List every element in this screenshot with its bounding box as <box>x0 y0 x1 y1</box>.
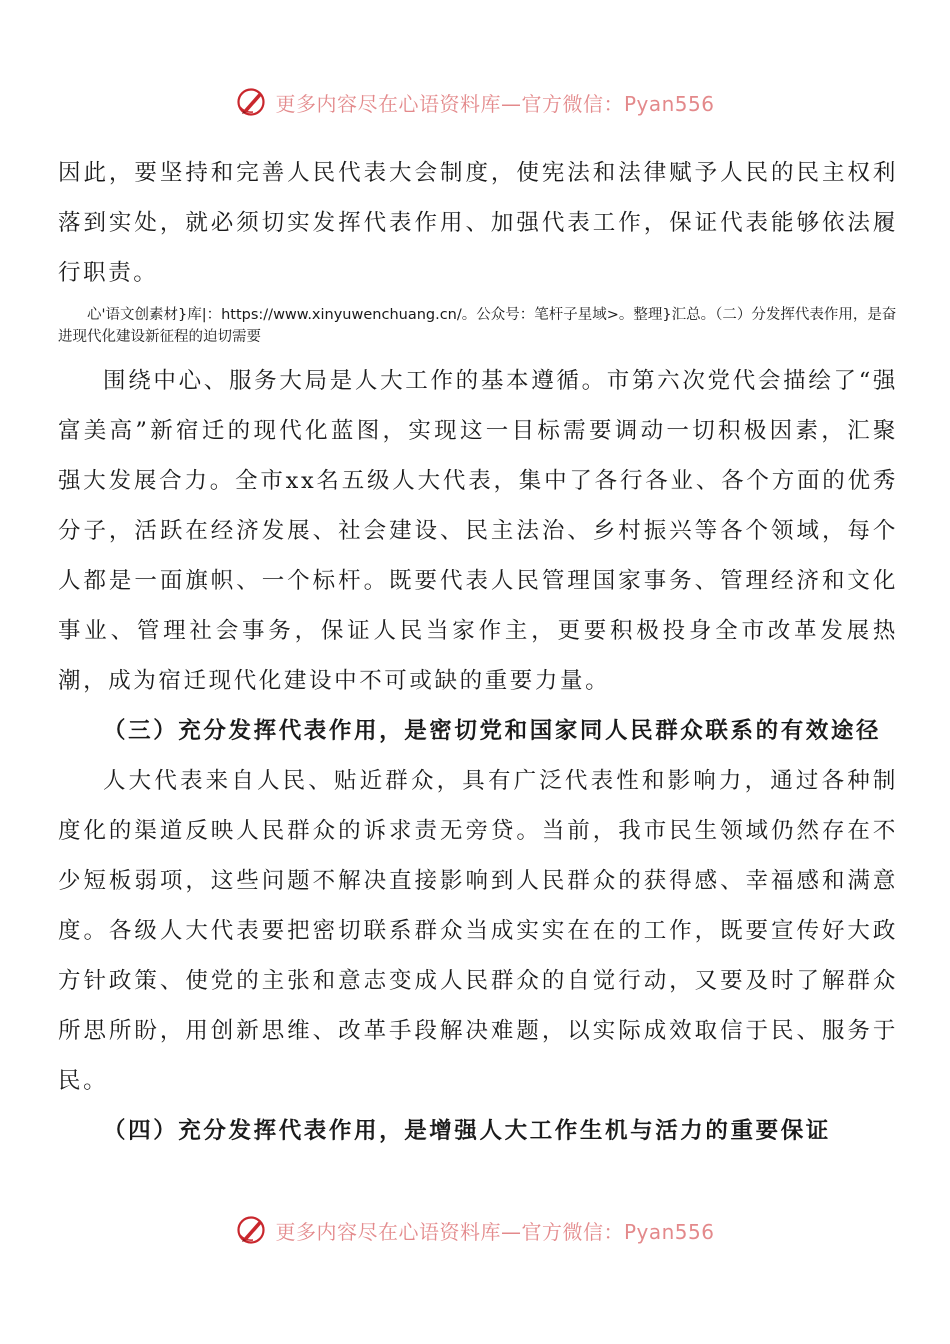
paragraph-1: 因此，要坚持和完善人民代表大会制度，使宪法和法律赋予人民的民主权利落到实处，就必须切实发挥代表作用、加强代表工作，保证代表能够依法履行职责。 <box>58 160 898 286</box>
header-banner <box>0 82 950 122</box>
banner-text: 更多内容尽在心语资料库—官方微信：Pyan556 <box>275 1219 715 1244</box>
paragraph-3: 人大代表来自人民、贴近群众，具有广泛代表性和影响力，通过各种制度化的渠道反映人民群众的诉求责无旁贷。当前，我市民生领域仍然存在不少短板弱项，这些问题不解决直接影响到人民群众的获得感、幸福感和满意度。各级人大代表要把密切联系群众当成实实在在的工作，既要宣传好大政方针政策、使党的主张和意志变成人民群众的自觉行动，又要及时了解群众所思所盼，用创新思维、改革手段解决难题，以实际成效取信于民、服务于民。 <box>58 768 898 1094</box>
document-body <box>58 148 898 1156</box>
source-note: 心'语文创素材}库|：https://www.xinyuwenchuang.cn/。公众号：笔杆子星域>。整理}汇总。（二）分发挥代表作用，是奋进现代化建设新征程的迫切需要 <box>58 307 897 345</box>
heading-3: （三）充分发挥代表作用，是密切党和国家同人民群众联系的有效途径 <box>103 718 882 744</box>
banner-text: 更多内容尽在心语资料库—官方微信：Pyan556 <box>275 91 715 116</box>
paragraph-2: 围绕中心、服务大局是人大工作的基本遵循。市第六次党代会描绘了“强富美高”新宿迁的现代化蓝图，实现这一目标需要调动一切积极因素，汇聚强大发展合力。全市xx名五级人大代表，集中了各行各业、各个方面的优秀分子，活跃在经济发展、社会建设、民主法治、乡村振兴等各个领域，每个人都是一面旗帜、一个标杆。既要代表人民管理国家事务、管理经济和文化事业、管理社会事务，保证人民当家作主，更要积极投身全市改革发展热潮，成为宿迁现代化建设中不可或缺的重要力量。 <box>58 368 898 694</box>
footer-banner <box>0 1210 950 1250</box>
heading-4: （四）充分发挥代表作用，是增强人大工作生机与活力的重要保证 <box>103 1118 831 1144</box>
pen-logo-icon <box>235 85 269 119</box>
pen-logo-icon <box>235 1213 269 1247</box>
